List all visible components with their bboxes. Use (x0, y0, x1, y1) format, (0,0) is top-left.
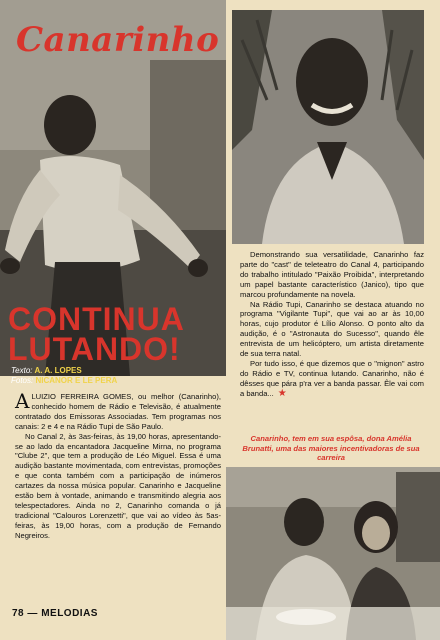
photo-canarinho-and-wife (226, 467, 440, 640)
photo-caption: Canarinho, tem em sua espôsa, dona Amélia Brunatti, uma das maiores incentivadoras de sua carreira (242, 434, 420, 462)
magazine-name: MELODIAS (41, 608, 98, 619)
article-credits (11, 366, 117, 386)
lead-column (15, 389, 221, 541)
drop-cap: A (15, 389, 30, 413)
photo-canarinho-smiling (232, 10, 424, 244)
photo-credit-label: Fotos: (11, 376, 34, 385)
text-credit (11, 366, 117, 376)
right-paragraph-2: Na Rádio Tupi, Canarinho se destaca atuando no programa "Vigilante Tupi", que vai ao ar às 10,00 horas, cujo produtor é Lílio Alonso. O ponto alto da audição, é o "Astronauta do Sucesso", quando êle entrevista de um helicóptero, um artista diretamente de sua terra natal. (240, 299, 424, 359)
footer-dash: — (27, 608, 38, 619)
headline (8, 301, 185, 367)
text-credit-label: Texto: (11, 366, 33, 375)
photo-credit (11, 376, 117, 386)
article-title: Canarinho (16, 20, 220, 60)
headline-line-1: CONTINUA (8, 301, 185, 337)
headline-line-2: LUTANDO! (8, 331, 181, 367)
page-number: 78 (12, 608, 25, 619)
right-column (240, 250, 424, 399)
right-paragraph-3-text: Por tudo isso, é que dizemos que o "mignon" astro do Rádio e TV, continua lutando. Canarinho, não é dêsses que pára p'ra ver a banda passar. Êle vai com a banda... (240, 358, 424, 398)
lead-paragraph-2: No Canal 2, às 3as-feiras, às 19,00 horas, apresentando-se ao lado da encantadora Jacqueline Mirna, no programa "Clube 2", que tem a produção de Léo Miguel. Essa é uma audição bastante movimentada, com entrevistas, promoções e que conta também com a participação de inúmeros cartazes da nossa música popular. Canarinho e Jacqueline estão bem à vontade, animando e transmitindo alegria aos telespectadores. Ainda no 2, Canarinho comanda o já tradicional "Calouros Lorenzetti", que vai ao vídeo às 5as-feiras, às 19,00 horas, com a produção de Fernando Negreiros. (15, 431, 221, 540)
photo-credit-authors: NICANOR E LE PERA (35, 376, 118, 385)
page-footer (12, 608, 98, 619)
text-credit-author: A. A. LOPES (34, 366, 82, 375)
lead-paragraph-1 (15, 389, 221, 432)
end-star-icon: ★ (277, 387, 287, 399)
lead-paragraph-1-text: LUIZIO FERREIRA GOMES, ou melhor (Canarinho), conhecido homem de Rádio e Televisão, é atualmente contratado dos Emissoras Associadas. Tem programas nos canais: 2 e 4 e na Rádio Tupi de São Paulo. (15, 392, 221, 431)
right-paragraph-1: Demonstrando sua versatilidade, Canarinho faz parte do "cast" de teleteatro do Canal 4, participando do trabalho intitulado "Paixão Proibida", interpretando um papel bastante característico (Janico), tipo que marcou profundamente na novela. (240, 250, 424, 299)
right-paragraph-3 (240, 359, 424, 399)
